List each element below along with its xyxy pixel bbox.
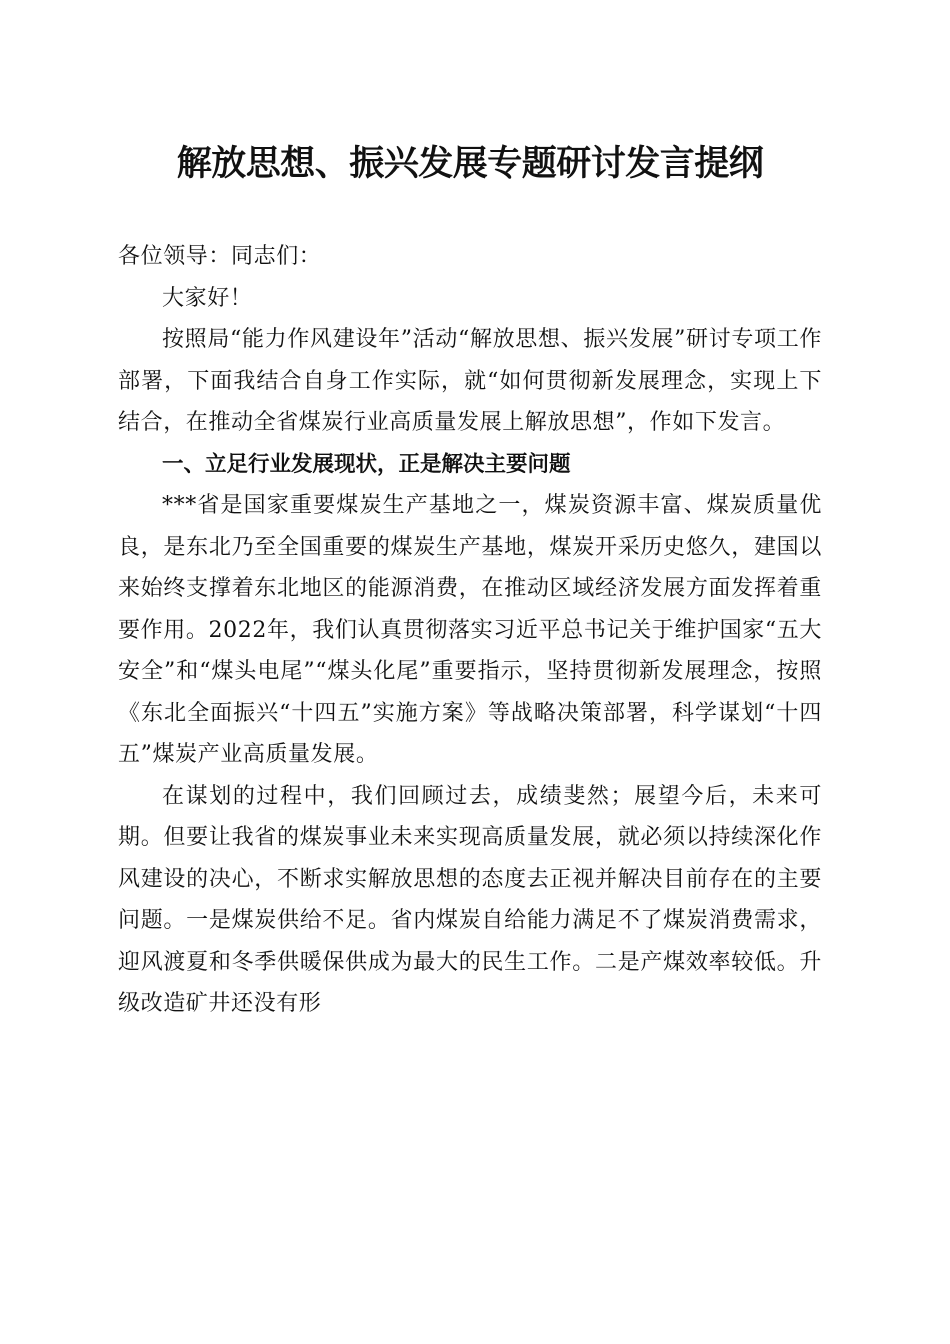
section-heading-1: 一、立足行业发展现状，正是解决主要问题: [162, 451, 571, 477]
intro-paragraph: 按照局“能力作风建设年”活动“解放思想、振兴发展”研讨专项工作部署，下面我结合自身工作实际，就“如何贯彻新发展理念，实现上下结合，在推动全省煤炭行业高质量发展上解放思想”，作如下发言。: [118, 327, 822, 435]
body-paragraph-1: ***省是国家重要煤炭生产基地之一，煤炭资源丰富、煤炭质量优良，是东北乃至全国重要的煤炭生产基地，煤炭开采历史悠久，建国以来始终支撑着东北地区的能源消费，在推动区域经济发展方面发挥着重要作用。2022年，我们认真贯彻落实习近平总书记关于维护国家“五大安全”和“煤头电尾”“煤头化尾”重要指示，坚持贯彻新发展理念，按照《东北全面振兴“十四五”实施方案》等战略决策部署，科学谋划“十四五”煤炭产业高质量发展。: [118, 493, 822, 767]
greeting: 大家好！: [162, 285, 253, 311]
salutation: 各位领导：同志们：: [118, 244, 322, 269]
document-title: 解放思想、振兴发展专题研讨发言提纲: [176, 143, 764, 184]
body-paragraph-2: 在谋划的过程中，我们回顾过去，成绩斐然；展望今后，未来可期。但要让我省的煤炭事业未来实现高质量发展，就必须以持续深化作风建设的决心，不断求实解放思想的态度去正视并解决目前存在的主要问题。一是煤炭供给不足。省内煤炭自给能力满足不了煤炭消费需求，迎风渡夏和冬季供暖保供成为最大的民生工作。二是产煤效率较低。升级改造矿井还没有形: [118, 783, 822, 1016]
document-page: [118, 136, 822, 1025]
